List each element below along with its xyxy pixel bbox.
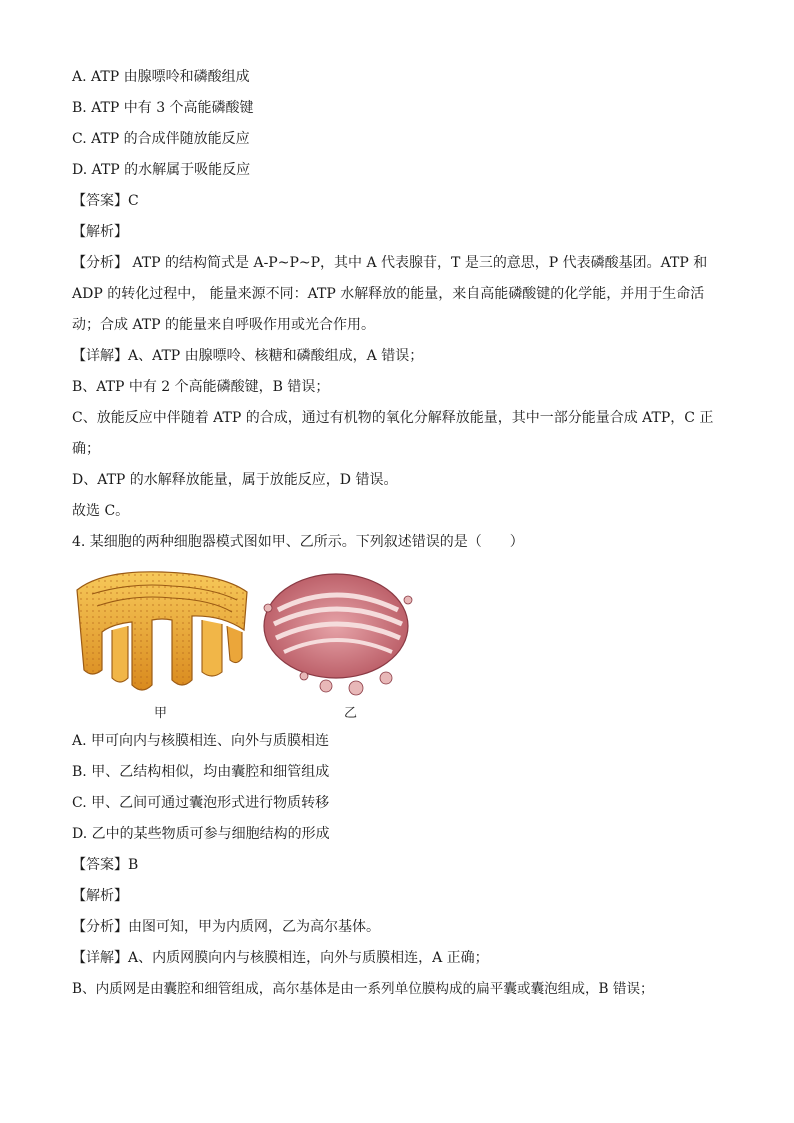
- q3-conclusion: 故选 C。: [72, 503, 130, 519]
- fig-label-jia: 甲: [154, 706, 168, 721]
- q3-detail-c: C、放能反应中伴随着 ATP 的合成，通过有机物的氧化分解释放能量，其中一部分能量合成 ATP，C 正确；: [72, 410, 714, 457]
- q4-option-c: C. 甲、乙间可通过囊泡形式进行物质转移: [72, 795, 330, 811]
- q3-analysis-tag: 【解析】: [72, 224, 128, 240]
- detail-a-text: A、内质网膜向内与核膜相连，向外与质膜相连，A 正确；: [128, 950, 489, 966]
- answer-value: B: [128, 857, 139, 873]
- q4-analysis-tag: 【解析】: [72, 888, 128, 904]
- xiangjie-tag: 【详解】: [72, 348, 128, 364]
- q3-option-b: B. ATP 中有 3 个高能磷酸键: [72, 100, 254, 116]
- organelle-figures: [72, 560, 722, 720]
- q3-detail-b: B、ATP 中有 2 个高能磷酸键，B 错误；: [72, 379, 330, 395]
- q3-detail-a: [72, 341, 722, 372]
- q3-option-c: C. ATP 的合成伴随放能反应: [72, 131, 250, 147]
- q3-answer-line: [72, 186, 722, 217]
- fenxi-tag: 【分析】: [72, 255, 128, 271]
- er-illustration: [72, 560, 252, 700]
- detail-a-text: A、ATP 由腺嘌呤、核糖和磷酸组成，A 错误；: [128, 348, 424, 364]
- q3-option-a: A. ATP 由腺嘌呤和磷酸组成: [72, 69, 250, 85]
- xiangjie-tag: 【详解】: [72, 950, 128, 966]
- fenxi-text: ATP 的结构简式是 A-P~P~P，其中 A 代表腺苷，T 是三的意思，P 代表磷酸基团。ATP 和 ADP 的转化过程中， 能量来源不同：ATP 水解释放的能量，来自高能磷酸键的化学能，并用于生命活动；合成 ATP 的能量来自呼吸作用或光合作用。: [72, 255, 708, 333]
- q4-detail-b: B、内质网是由囊腔和细管组成，高尔基体是由一系列单位膜构成的扁平囊或囊泡组成，B 错误；: [72, 981, 654, 997]
- document-page: [72, 62, 722, 1005]
- fig-label-yi: 乙: [344, 706, 358, 721]
- answer-value: C: [128, 193, 139, 209]
- fenxi-tag: 【分析】: [72, 919, 128, 935]
- q3-fenxi-paragraph: [72, 248, 722, 341]
- q4-stem: 4. 某细胞的两种细胞器模式图如甲、乙所示。下列叙述错误的是（ ）: [72, 534, 524, 550]
- q3-detail-d: D、ATP 的水解释放能量，属于放能反应，D 错误。: [72, 472, 398, 488]
- q4-option-a: A. 甲可向内与核膜相连、向外与质膜相连: [72, 733, 330, 749]
- fenxi-text: 由图可知，甲为内质网，乙为高尔基体。: [128, 919, 380, 935]
- q4-option-d: D. 乙中的某些物质可参与细胞结构的形成: [72, 826, 330, 842]
- q4-option-b: B. 甲、乙结构相似，均由囊腔和细管组成: [72, 764, 330, 780]
- q4-fenxi-line: [72, 912, 722, 943]
- q3-option-d: D. ATP 的水解属于吸能反应: [72, 162, 251, 178]
- q4-detail-a: [72, 943, 722, 974]
- golgi-illustration: [258, 560, 418, 710]
- q4-answer-line: [72, 850, 722, 881]
- answer-tag: 【答案】: [72, 857, 128, 873]
- answer-tag: 【答案】: [72, 193, 128, 209]
